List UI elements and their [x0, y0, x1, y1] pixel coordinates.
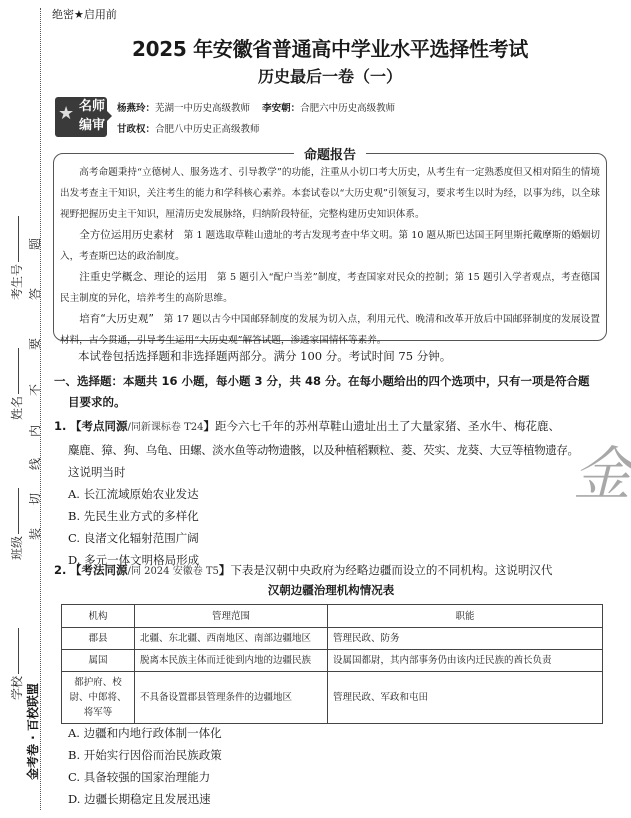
- option-c[interactable]: C. 良渚文化辐射范围广阔: [68, 531, 199, 545]
- option-a[interactable]: A. 长江流域原始农业发达: [68, 487, 199, 501]
- section-heading: 一、选择题：本题共 16 小题，每小题 3 分，共 48 分。在每小题给出的四个选项中，只有一项是符合题 目要求的。: [54, 374, 590, 409]
- report-highlight: 注重史学概念、理论的运用: [79, 271, 208, 283]
- warning-char: 答: [28, 287, 42, 300]
- report-paragraph: 高考命题秉持“立德树人、服务选才、引导教学”的功能，注重从小切口考大历史，从考生有一定熟悉度但又相对陌生的情境出发考查主干知识，关注考生的能力和学科核心素养。本套试卷以“大历史观”引领复习，要求考生以时为经，以事为纬，以全球视野把握历史主干知识，厘清历史发展脉络，归纳阶段特征，完整构建历史知识体系。: [60, 167, 600, 220]
- table-row: 都护府、校尉、中郎将、将军等 不具备设置郡县管理条件的边疆地区 管理民政、军政和屯田: [62, 672, 603, 724]
- option-b[interactable]: B. 开始实行因俗而治民族政策: [68, 748, 222, 762]
- report-highlight: 培育“大历史观”: [79, 313, 154, 325]
- class-field[interactable]: 班级: [8, 488, 25, 560]
- report-body: [60, 162, 600, 351]
- column-header: 职能: [328, 605, 603, 628]
- warning-char: 线: [28, 457, 42, 470]
- watermark-logo: 金: [573, 440, 631, 508]
- report-paragraph: 全方位运用历史素材 第 1 题选取草鞋山遗址的考古发现考查中华文明。第 10 题从斯巴达国王阿里斯托戴摩斯的婚姻切入，考查斯巴达的政治制度。: [60, 229, 600, 262]
- school-field[interactable]: 学校: [8, 628, 25, 700]
- exam-title: 2025 年安徽省普通高中学业水平选择性考试: [131, 37, 529, 61]
- reviewer-title: 合肥八中历史正高级教师: [155, 124, 260, 135]
- name-field[interactable]: 姓名: [8, 348, 25, 420]
- report-highlight: 全方位运用历史素材: [79, 229, 175, 241]
- reviewer-line: [117, 100, 395, 114]
- cut-char: 切: [28, 492, 42, 505]
- badge-line2: 编审: [79, 118, 106, 133]
- table-row: 属国 脱离本民族主体而迁徙到内地的边疆民族 设属国都尉，其内部事务仍由该内迁民族的酋长负责: [62, 650, 603, 672]
- option-d[interactable]: D. 边疆长期稳定且发展迅速: [68, 792, 211, 806]
- reviewer-name: 李安朝：: [262, 103, 301, 114]
- table-title: 汉朝边疆治理机构情况表: [267, 583, 395, 597]
- option-c[interactable]: C. 具备较强的国家治理能力: [68, 770, 211, 784]
- option-b[interactable]: B. 先民生业方式的多样化: [68, 509, 199, 523]
- warning-char: 要: [28, 337, 42, 350]
- cut-char: 装: [28, 527, 42, 540]
- question-2: [54, 559, 602, 583]
- reviewer-name: 杨燕玲：: [117, 103, 156, 114]
- question-stem: 2. 【考法同源/同 2024 安徽卷 T5】下表是汉朝中央政府为经略边疆而设立的不同机构。这说明汉代: [54, 563, 553, 577]
- star-owl-icon: ★: [58, 103, 75, 124]
- confidential-label: 绝密★启用前: [52, 8, 117, 21]
- badge-line1: 名师: [79, 99, 106, 114]
- warning-char: 不: [28, 383, 42, 396]
- question-1: 1. 【考点同源/同新课标卷 T24】距今六七千年的苏州草鞋山遗址出土了大量家猪、圣水牛、梅花鹿、 麋鹿、獐、狗、乌龟、田螺、淡水鱼等动物遗骸，以及种植稻颗粒、菱、芡实、龙葵、大豆等植物遗存。 这说明当时 A. 长江流域原始农业发达 B. 先民生业方式的多样化 C. 良渚文化辐射范围广阔 D. 多元一体文明格局形成: [54, 415, 602, 571]
- table-header-row: [62, 605, 603, 628]
- reviewer-title: 芜湖一中历史高级教师: [155, 103, 251, 114]
- border-governance-table: [61, 604, 603, 724]
- table-row: 郡县 北疆、东北疆、西南地区、南部边疆地区 管理民政、防务: [62, 628, 603, 650]
- question-stem: 1. 【考点同源/同新课标卷 T24】距今六七千年的苏州草鞋山遗址出土了大量家猪、圣水牛、梅花鹿、: [54, 419, 560, 433]
- reviewer-title: 合肥六中历史高级教师: [300, 103, 396, 114]
- exam-intro: 本试卷包括选择题和非选择题两部分。满分 100 分。考试时间 75 分钟。: [78, 349, 452, 363]
- warning-char: 内: [28, 424, 42, 437]
- teacher-review-badge: [55, 97, 107, 137]
- option-a[interactable]: A. 边疆和内地行政体制一体化: [68, 726, 222, 740]
- student-number-field[interactable]: 考生号: [8, 216, 25, 300]
- report-title: 命题报告: [294, 144, 366, 163]
- option-d[interactable]: D. 多元一体文明格局形成: [68, 553, 200, 567]
- brand-label: 金考卷 · 百校联盟: [26, 683, 40, 780]
- question-2-options: [54, 722, 222, 810]
- proposition-report-box: [53, 148, 607, 346]
- reviewer-name: 甘政权：: [117, 124, 156, 135]
- exam-subtitle: 历史最后一卷（一）: [257, 67, 402, 86]
- column-header: 机构: [62, 605, 135, 628]
- report-paragraph: 培育“大历史观” 第 17 题以古今中国邮驿制度的发展为切入点，利用元代、晚清和改革开放后中国邮驿制度的发展设置材料，古今贯通，引导考生运用“大历史观”解答试题，渗透家国情怀等素养。: [60, 313, 600, 346]
- report-paragraph: 注重史学概念、理论的运用 第 5 题引入“配户当差”制度，考查国家对民众的控制；第 15 题引入学者观点，考查德国民主制度的异化，培养考生的高阶思维。: [60, 271, 600, 304]
- column-header: 管理范围: [135, 605, 328, 628]
- warning-char: 题: [28, 237, 42, 250]
- reviewer-line: [117, 121, 260, 135]
